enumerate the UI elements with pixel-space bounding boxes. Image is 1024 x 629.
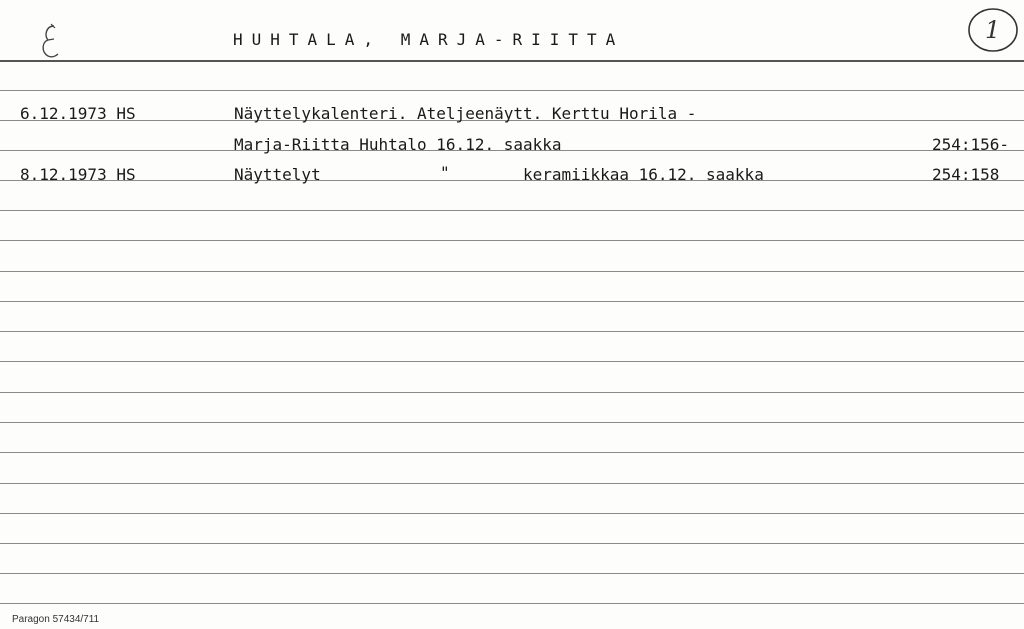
entry-date: 6.12.1973 HS <box>20 104 136 123</box>
ruled-line <box>0 483 1024 484</box>
ruled-line <box>0 240 1024 241</box>
ruled-line <box>0 603 1024 604</box>
entry-date: 8.12.1973 HS <box>20 165 136 184</box>
entry-ref: 254:158 <box>932 165 1000 184</box>
card-number: 1 <box>985 16 1001 44</box>
printer-imprint: Paragon 57434/711 <box>12 614 100 625</box>
ruled-line <box>0 392 1024 393</box>
card-name: HUHTALA, MARJA-RIITTA <box>233 30 625 49</box>
entry-text: Näyttelyt <box>234 165 321 184</box>
ditto-mark: " <box>440 163 450 182</box>
ruled-line <box>0 573 1024 574</box>
ruled-line <box>0 180 1024 181</box>
ruled-line <box>0 331 1024 332</box>
ruled-line <box>0 271 1024 272</box>
header-rule <box>0 60 1024 62</box>
ruled-line <box>0 513 1024 514</box>
ruled-line <box>0 361 1024 362</box>
entry-text: Marja-Riitta Huhtalo 16.12. saakka <box>234 135 562 154</box>
ruled-line <box>0 452 1024 453</box>
entry-text: Näyttelykalenteri. Ateljeenäytt. Kerttu Horila - <box>234 104 697 123</box>
ruled-line <box>0 422 1024 423</box>
ruled-line <box>0 90 1024 91</box>
handwritten-mark <box>32 22 68 62</box>
entry-ref: 254:156- <box>932 135 1010 154</box>
entry-subject: keramiikkaa 16.12. saakka <box>523 165 764 184</box>
ruled-line <box>0 301 1024 302</box>
ruled-line <box>0 210 1024 211</box>
ruled-line <box>0 543 1024 544</box>
